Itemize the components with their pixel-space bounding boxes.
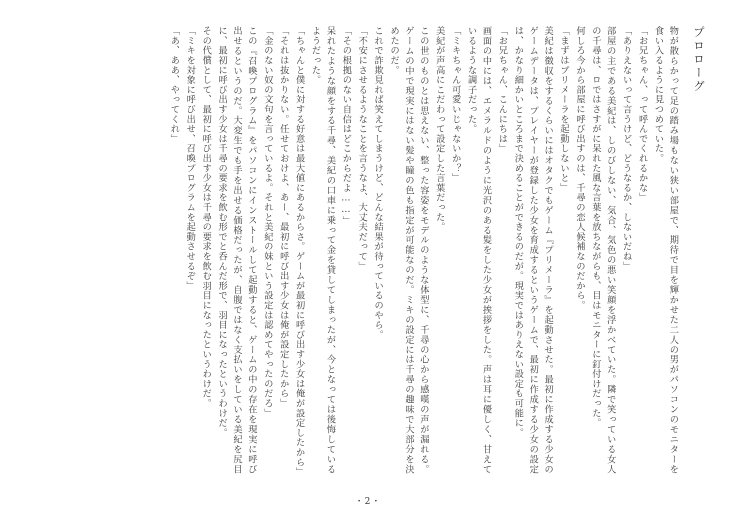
chapter-title: プロローグ xyxy=(692,26,706,94)
paragraph: 美紀は徴収をするくらいにはオタクでもゲーム『プリメーラ』を起動させた。最初に作成する少女のゲームデータは、プレイヤーが登録した少女を育成するというゲームで、最初に作成する少女の設定は、かなり細かいところまで決めることができるのだが。現実ではありえない設定も可能に。 xyxy=(512,26,554,474)
paragraph: 「それは抜かりない。任せておけよ、あー、最初に呼び出す少女は俺が設定したから」 xyxy=(277,26,289,409)
paragraph: この『召喚プログラム』をパソコンにインストールして起動すると、ゲームの中の存在を現実に呼び出せるというのだ。大変生でも手を出せる価格だったが、自腹ではなく支払いをしている美紀を尻目に、最初に呼び出す少女は千尋の要求を飲む形でと呑んだ形で、羽目になったというわけだ。 xyxy=(216,26,257,474)
paragraph: この世のものとは思えない、整った容姿をモデルのような体型に、千尋の心から感嘆の声が漏れる。ゲームの中で現実にはない髪や瞳の色も指定が可能なのだ。ミキの設定には千尋の趣味で大部分を決めたのだ。 xyxy=(388,26,429,474)
page-number: ・2・ xyxy=(354,497,382,507)
paragraph: 呆れたような顔をする千尋、美紀の口車に乗って金を貸してしまったが、今となっては後悔しているようだった。 xyxy=(309,26,336,474)
paragraph: 「ちゃんと僕に対する好意は最大値にあるからさ。ゲームが最初に呼び出す少女は俺が設定したから」 xyxy=(293,26,305,477)
paragraph: その代償として、最初に呼び出す少女は千尋の要求を飲む羽目になったというわけだ。 xyxy=(200,26,212,409)
paragraph: 何しろ今から部屋に呼び出すのは、千尋の恋人候補なのだから。 xyxy=(573,26,585,311)
paragraph: 「ありえないって言うけど、どうなるか、しないだね」 xyxy=(620,26,632,271)
paragraph: 「あ、ああ、やってくれ」 xyxy=(168,26,180,144)
paragraph: 「ミキちゃん可愛いじゃないか？」 xyxy=(449,26,461,183)
paragraph: 「不安にさせるようなことを言うなよ、大丈夫だって」 xyxy=(356,26,368,271)
paragraph: 部屋の主である美紀は、しのびしない、気合、気色の悪い笑顔を浮かべていた。隣で笑っている女人の千尋は、ロではさすがに呆れた風な言葉を放ちながらも、目はモニターに釘付けだった。 xyxy=(589,26,616,474)
paragraph: 「ミキを対象に呼び出せ、召喚プログラムを起動させるぞ」 xyxy=(184,26,196,291)
paragraph: 「その根拠のない自信はどこからだよ……」 xyxy=(340,26,352,226)
paragraph: 「お兄ちゃん、って呼んでくれるかな」 xyxy=(636,26,648,203)
paragraph: これで詐欺見れば笑えてしまうけど、どんな結果が待っているのやら。 xyxy=(372,26,384,340)
paragraph: 「まずはプリメーラを起動しないと」 xyxy=(558,26,570,193)
paragraph: 「金のない奴の文句を言っているよ。それと美紀の妹という設定は認めてやったのだろ」 xyxy=(261,26,273,418)
paragraph: 画面の中には、エメラルドのように光沢のある髪をした少女が挨拶をした。声は耳に優しく、甘えているような調子だった。 xyxy=(465,26,492,474)
paragraph: 「お兄ちゃん、こんにちは」 xyxy=(496,26,508,154)
paragraph: 美紀が声高にこだわって設定した言葉だった。 xyxy=(433,26,445,232)
vertical-text-body xyxy=(40,26,708,477)
paragraph: 物が散らかって足の踏み場もない狭い部屋で、期待で目を輝かせた二人の男がパソコンのモニターを食い入るように見つめていた。 xyxy=(652,26,679,474)
